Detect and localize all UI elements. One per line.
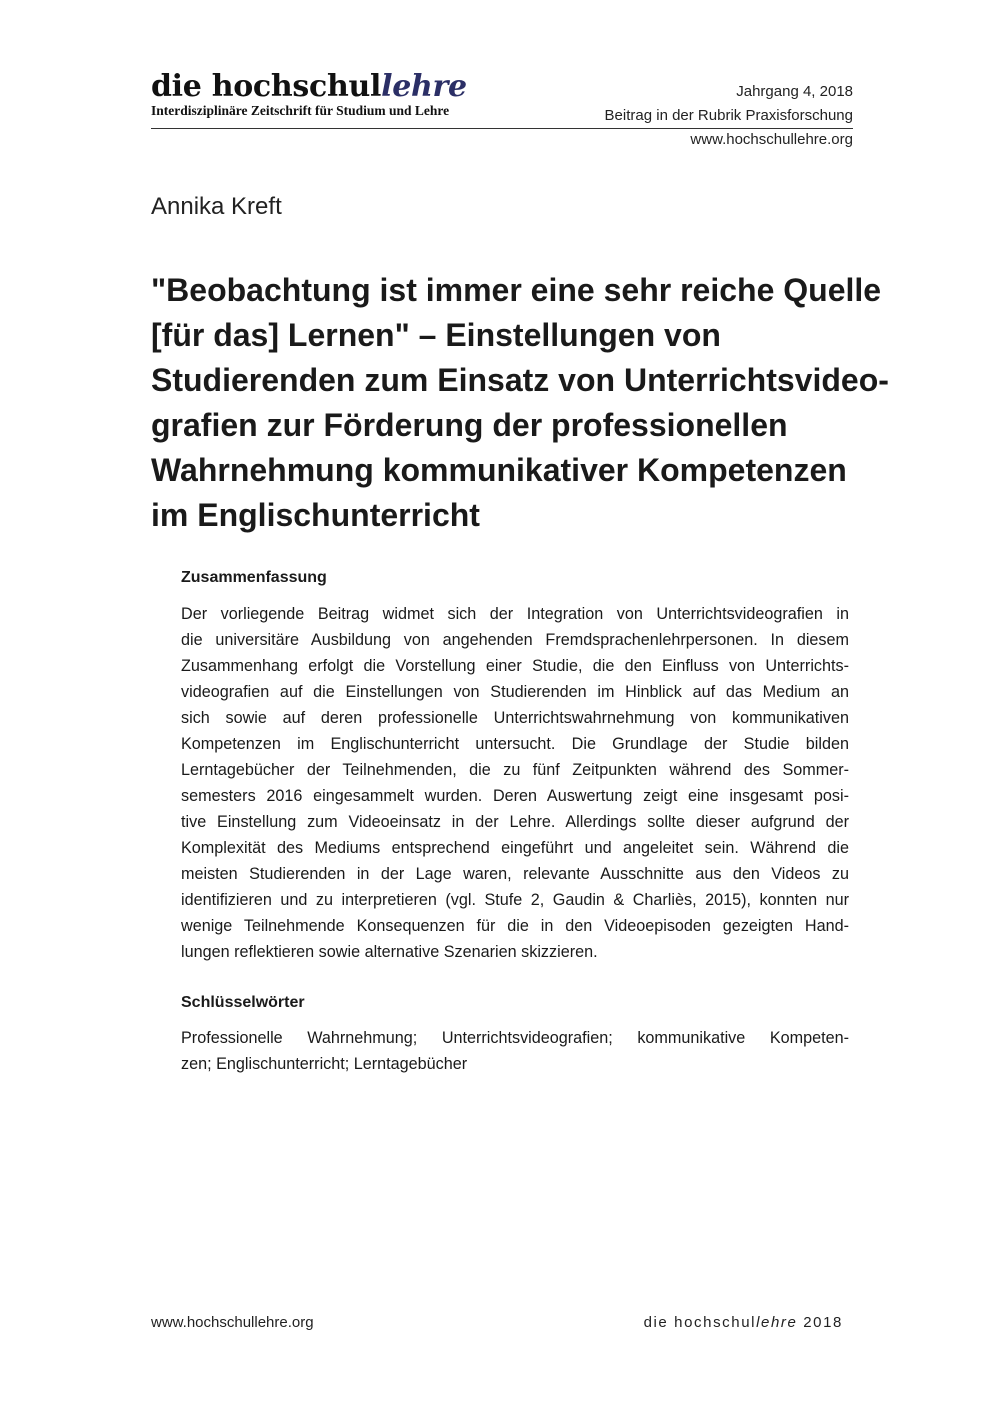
abstract-heading: Zusammenfassung xyxy=(181,569,327,586)
abstract-line: wenige Teilnehmende Konsequenzen für die in den Videoepisoden gezeigten Hand- xyxy=(181,917,849,935)
abstract-line: Der vorliegende Beitrag widmet sich der Integration von Unterrichtsvideografien in xyxy=(181,605,849,623)
keywords-line: zen; Englischunterricht; Lerntagebücher xyxy=(181,1055,468,1073)
rubric-info: Beitrag in der Rubrik Praxisforschung xyxy=(604,107,853,124)
header-divider xyxy=(151,128,853,129)
abstract-body xyxy=(181,601,849,965)
abstract-line: tive Einstellung zum Videoeinsatz in der Lehre. Allerdings sollte dieser aufgrund der xyxy=(181,813,849,831)
header-website-link[interactable]: www.hochschullehre.org xyxy=(690,131,853,148)
title-line: [für das] Lernen" – Einstellungen von xyxy=(151,317,721,353)
abstract-line: die universitäre Ausbildung von angehenden Fremdsprachenlehrpersonen. In diesem xyxy=(181,631,849,649)
abstract-line: lungen reflektieren sowie alternative Szenarien skizzieren. xyxy=(181,943,598,961)
title-line: Wahrnehmung kommunikativer Kompetenzen xyxy=(151,452,847,488)
footer-website-link[interactable]: www.hochschullehre.org xyxy=(151,1314,314,1331)
abstract-line: meisten Studierenden in der Lage waren, relevante Ausschnitte aus den Videos zu xyxy=(181,865,849,883)
logo-main-text: die hochschul xyxy=(151,69,382,104)
title-line: im Englischunterricht xyxy=(151,497,480,533)
article-title xyxy=(151,268,889,538)
abstract-line: identifizieren und zu interpretieren (vgl. Stufe 2, Gaudin & Charliès, 2015), konnten nur xyxy=(181,891,849,909)
footer-journal xyxy=(644,1314,843,1331)
abstract-line: videografien auf die Einstellungen von Studierenden im Hinblick auf das Medium an xyxy=(181,683,849,701)
footer-journal-accent: lehre xyxy=(756,1314,798,1331)
title-line: "Beobachtung ist immer eine sehr reiche Quelle xyxy=(151,272,882,308)
abstract-line: semesters 2016 eingesammelt wurden. Deren Auswertung zeigt eine insgesamt posi- xyxy=(181,787,849,805)
abstract-line: Lerntagebücher der Teilnehmenden, die zu fünf Zeitpunkten während des Sommer- xyxy=(181,761,849,779)
title-line: Studierenden zum Einsatz von Unterrichtsvideo- xyxy=(151,362,889,398)
author-name: Annika Kreft xyxy=(151,193,282,220)
logo-accent-text: lehre xyxy=(381,69,467,104)
journal-logo xyxy=(151,70,467,119)
footer-journal-prefix: die hochschul xyxy=(643,1314,757,1331)
abstract-line: sich sowie auf deren professionelle Unterrichtswahrnehmung von kommunikativen xyxy=(181,709,849,727)
title-line: grafien zur Förderung der professionellen xyxy=(151,407,788,443)
volume-info: Jahrgang 4, 2018 xyxy=(736,83,853,100)
abstract-line: Kompetenzen im Englischunterricht untersucht. Die Grundlage der Studie bilden xyxy=(181,735,849,753)
abstract-line: Komplexität des Mediums entsprechend eingeführt und angeleitet sein. Während die xyxy=(181,839,849,857)
keywords-line: Professionelle Wahrnehmung; Unterrichtsvideografien; kommunikative Kompeten- xyxy=(181,1029,849,1047)
logo-subtitle: Interdisziplinäre Zeitschrift für Studium und Lehre xyxy=(151,103,450,118)
keywords-body xyxy=(181,1025,849,1077)
logo-wordmark xyxy=(151,70,467,104)
footer-year: 2018 xyxy=(797,1314,843,1331)
header-meta xyxy=(605,80,853,152)
keywords-heading: Schlüsselwörter xyxy=(181,994,305,1011)
abstract-line: Zusammenhang erfolgt die Vorstellung einer Studie, die den Einfluss von Unterrichts- xyxy=(181,657,849,675)
